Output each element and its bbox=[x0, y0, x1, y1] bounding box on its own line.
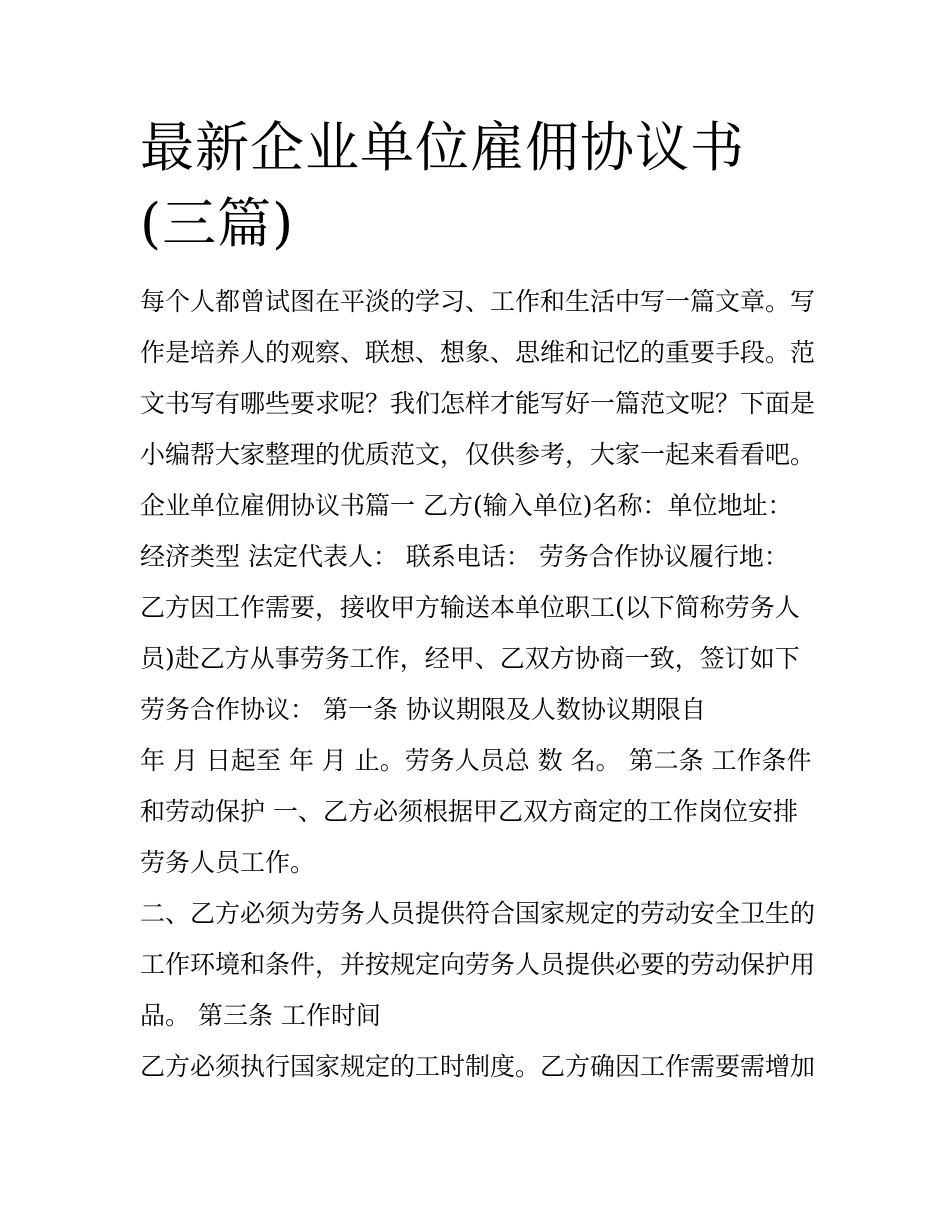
paragraph-labor-protection: 二、乙方必须为劳务人员提供符合国家规定的劳动安全卫生的工作环境和条件，并按规定向劳务人员提供必要的劳动保护用品。 第三条 工作时间 bbox=[140, 899, 816, 1030]
paragraph-intro: 每个人都曾试图在平淡的学习、工作和生活中写一篇文章。写作是培养人的观察、联想、想象、思维和记忆的重要手段。范文书写有哪些要求呢？我们怎样才能写好一篇范文呢？下面是小编帮大家整理的优质范文，仅供参考，大家一起来看看吧。 bbox=[140, 287, 816, 469]
paragraph-working-hours: 乙方必须执行国家规定的工时制度。乙方确因工作需要需增加 bbox=[140, 1052, 816, 1081]
paragraph-work-conditions: 年 月 日起至 年 月 止。劳务人员总 数 名。 第二条 工作条件和劳动保护 一、乙方必须根据甲乙双方商定的工作岗位安排劳务人员工作。 bbox=[140, 746, 812, 877]
document-title: 最新企业单位雇佣协议书(三篇) bbox=[140, 116, 745, 255]
paragraph-agreement-term: 乙方因工作需要，接收甲方输送本单位职工(以下简称劳务人员)赴乙方从事劳务工作，经甲、乙双方协商一致，签订如下劳务合作协议： 第一条 协议期限及人数协议期限自 bbox=[140, 593, 800, 724]
paragraph-party-b-info: 企业单位雇佣协议书篇一 乙方(输入单位)名称：单位地址： bbox=[140, 491, 793, 520]
paragraph-contact-info: 经济类型 法定代表人： 联系电话： 劳务合作协议履行地： bbox=[140, 542, 789, 571]
document-body bbox=[140, 276, 815, 1092]
